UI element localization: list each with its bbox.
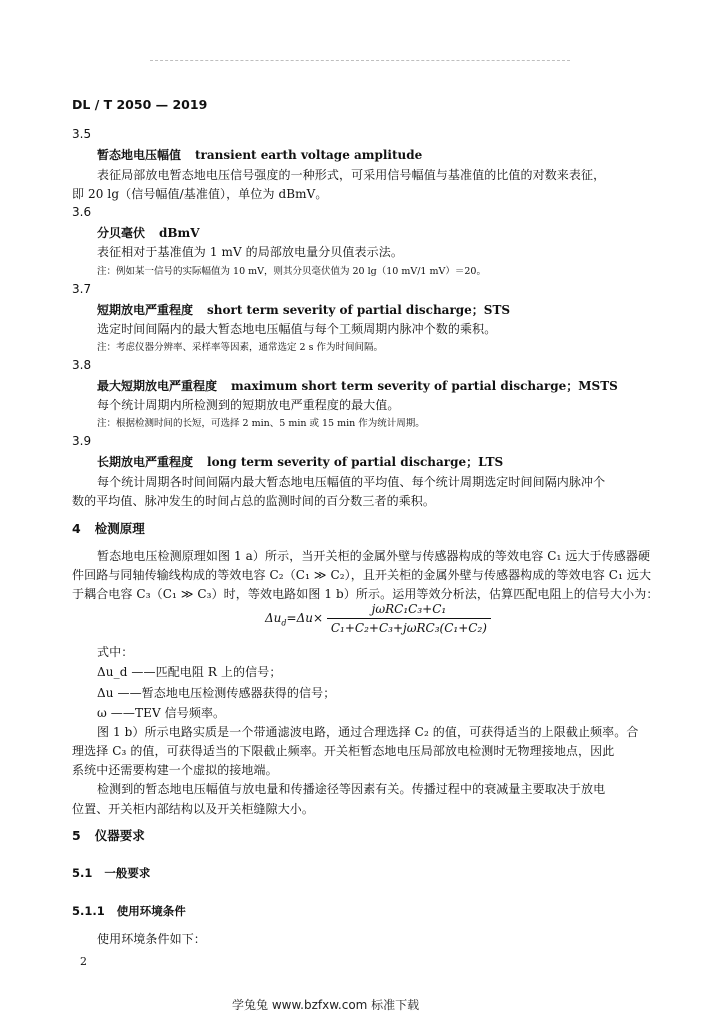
term-english: dBmV (159, 226, 200, 240)
section-3-5-number: 3.5 (72, 127, 92, 141)
watermark-text: 学兔兔 www.bzfxw.com 标准下载 (232, 998, 420, 1012)
section-3-6-term (97, 224, 200, 241)
heading-number: 4 (72, 521, 81, 536)
term-chinese: 暂态地电压幅值 (97, 148, 182, 162)
scan-dotted-line (150, 60, 570, 61)
where-label: 式中： (97, 645, 134, 659)
section-3-8-note: 注：根据检测时间的长短，可选择 2 min、5 min 或 15 min 作为统计周期。 (97, 418, 425, 429)
section-5-heading (72, 826, 145, 844)
section-4-paragraph-3-line-1: 检测到的暂态地电压幅值与放电量和传播途径等因素有关。传播过程中的衰减量主要取决于放电 (97, 782, 606, 796)
heading-number: 5 (72, 828, 81, 843)
section-4-paragraph-1-line-2: 件回路与同轴传输线构成的等效电容 C₂（C₁ ≫ C₂），且开关柜的金属外壁与传感器构成的等效电容 C₁ 远大 (72, 568, 652, 582)
section-3-5-definition-line-2: 即 20 lg（信号幅值/基准值），单位为 dBmV。 (72, 187, 328, 201)
section-3-6-number: 3.6 (72, 205, 92, 219)
term-chinese: 短期放电严重程度 (97, 303, 194, 317)
section-4-paragraph-1-line-3: 于耦合电容 C₃（C₁ ≫ C₃）时，等效电路如图 1 b）所示。运用等效分析法，估算匹配电阻上的信号大小为： (72, 587, 659, 601)
definition-delta-ud: Δu_d ——匹配电阻 R 上的信号； (97, 665, 282, 679)
term-chinese: 分贝毫伏 (97, 226, 146, 240)
section-3-7-definition: 选定时间间隔内的最大暂态地电压幅值与每个工频周期内脉冲个数的乘积。 (97, 322, 497, 336)
section-4-paragraph-2-line-2: 理选择 C₃ 的值，可获得适当的下限截止频率。开关柜暂态地电压局部放电检测时无物理接地点，因此 (72, 744, 615, 758)
formula-lhs: Δu (265, 611, 282, 625)
term-english: long term severity of partial discharge；LTS (207, 455, 504, 469)
definition-delta-u: Δu ——暂态地电压检测传感器获得的信号； (97, 686, 336, 700)
formula-numerator: jωRC₁C₃+C₁ (327, 602, 491, 619)
section-3-6-definition: 表征相对于基准值为 1 mV 的局部放电量分贝值表示法。 (97, 245, 403, 259)
heading-title: 一般要求 (104, 866, 151, 880)
section-4-paragraph-3-line-2: 位置、开关柜内部结构以及开关柜缝隙大小。 (72, 802, 315, 816)
section-4-heading (72, 519, 145, 537)
section-5-1-heading (72, 865, 150, 881)
standard-code-header: DL / T 2050 — 2019 (72, 97, 208, 112)
formula-equals: =Δu× (286, 611, 324, 625)
section-3-8-number: 3.8 (72, 358, 92, 372)
term-chinese: 长期放电严重程度 (97, 455, 194, 469)
heading-title: 仪器要求 (94, 828, 145, 843)
section-3-8-term (97, 377, 618, 394)
section-3-9-definition-line-2: 数的平均值、脉冲发生的时间占总的监测时间的百分数三者的乘积。 (72, 494, 436, 508)
definition-omega: ω ——TEV 信号频率。 (97, 706, 226, 720)
section-3-9-number: 3.9 (72, 434, 92, 448)
section-4-paragraph-2-line-3: 系统中还需要构建一个虚拟的接地端。 (72, 763, 278, 777)
section-3-7-term (97, 301, 510, 318)
term-chinese: 最大短期放电严重程度 (97, 379, 218, 393)
section-3-7-number: 3.7 (72, 282, 92, 296)
section-3-6-note: 注：例如某一信号的实际幅值为 10 mV，则其分贝毫伏值为 20 lg（10 mV/1 mV）＝20。 (97, 266, 486, 277)
section-4-paragraph-2-line-1: 图 1 b）所示电路实质是一个带通滤波电路，通过合理选择 C₂ 的值，可获得适当的上限截止频率。合 (97, 725, 639, 739)
section-4-paragraph-1-line-1: 暂态地电压检测原理如图 1 a）所示，当开关柜的金属外壁与传感器构成的等效电容 C₁ 远大于传感器硬 (97, 549, 651, 563)
section-3-5-term (97, 146, 422, 163)
term-english: short term severity of partial discharge；STS (207, 303, 511, 317)
heading-title: 使用环境条件 (116, 904, 186, 918)
heading-number: 5.1.1 (72, 904, 105, 918)
formula-fraction (327, 602, 491, 635)
heading-title: 检测原理 (94, 521, 145, 536)
section-3-8-definition: 每个统计周期内所检测到的短期放电严重程度的最大值。 (97, 398, 400, 412)
term-english: transient earth voltage amplitude (195, 148, 423, 162)
formula-denominator: C₁+C₂+C₃+jωRC₃(C₁+C₂) (330, 621, 487, 635)
section-3-9-definition-line-1: 每个统计周期各时间间隔内最大暂态地电压幅值的平均值、每个统计周期选定时间间隔内脉冲个 (97, 475, 606, 489)
section-3-7-note: 注：考虑仪器分辨率、采样率等因素，通常选定 2 s 作为时间间隔。 (97, 342, 383, 353)
section-5-1-1-heading (72, 903, 186, 919)
section-5-1-1-text: 使用环境条件如下： (97, 932, 206, 946)
page-number: 2 (80, 955, 87, 968)
term-english: maximum short term severity of partial discharge；MSTS (231, 379, 618, 393)
signal-formula (265, 602, 491, 635)
heading-number: 5.1 (72, 866, 93, 880)
section-3-5-definition-line-1: 表征局部放电暂态地电压信号强度的一种形式，可采用信号幅值与基准值的比值的对数来表征， (97, 168, 606, 182)
formula-lhs-subscript: d (281, 618, 287, 628)
section-3-9-term (97, 453, 503, 470)
